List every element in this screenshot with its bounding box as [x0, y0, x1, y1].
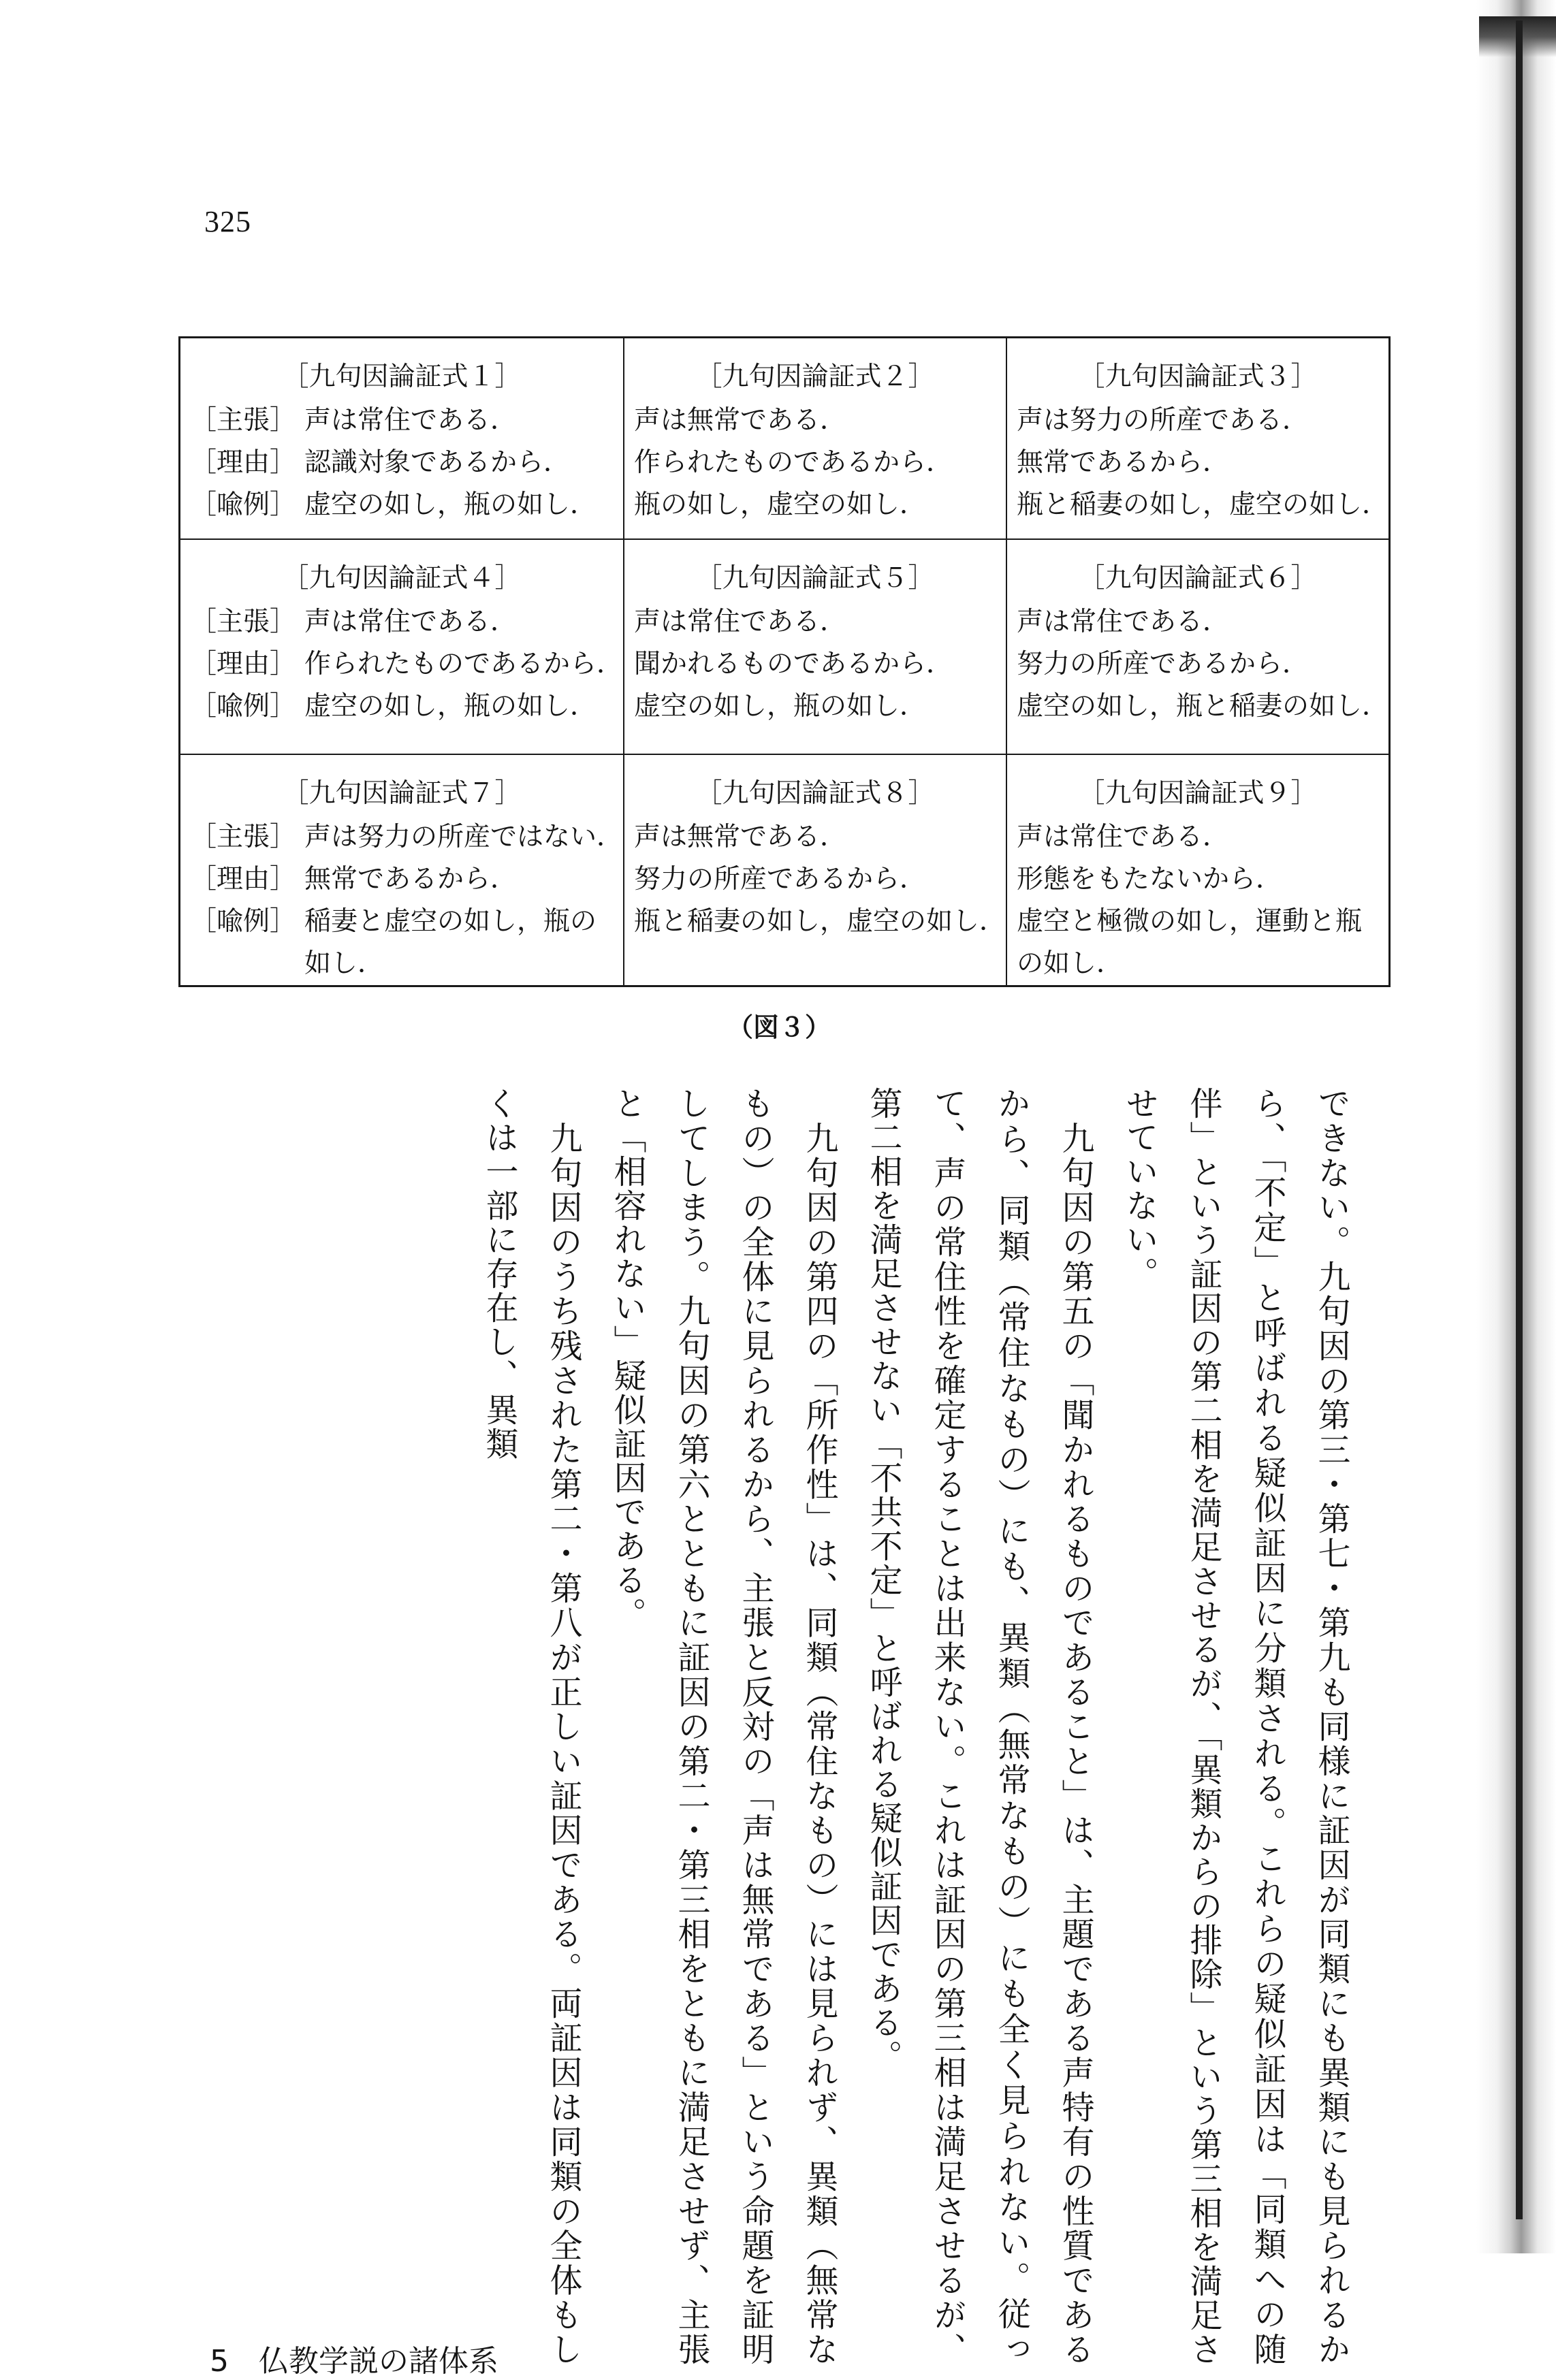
section-footer: 5 仏教学説の諸体系: [210, 2344, 498, 2379]
argument-line: [1017, 686, 1388, 728]
argument-text: 聞かれるものであるから．: [634, 648, 953, 679]
argument-line: [1017, 858, 1388, 901]
argument-line: [190, 484, 623, 526]
argument-cell: [1006, 338, 1390, 539]
argument-tag: ［主張］: [190, 606, 297, 637]
argument-text: 声は努力の所産である．: [1017, 405, 1309, 436]
argument-title: ［九句因論証式３］: [1078, 361, 1318, 392]
table-row: [180, 539, 1390, 754]
argument-line: [634, 901, 1006, 943]
argument-line: [634, 643, 1006, 686]
body-paragraph: 九句因の第四の「所作性」は、同類（常住なもの）には見られず、異類（無常なもの）の全体に見られるから、主張と反対の「声は無常である」という命題を証明してしまう。九句因の第六とともに証因の第二・第三相をともに満足させず、主張と「相容れない」疑似証因である。: [608, 1087, 838, 2366]
argument-text: 声は無常である．: [634, 405, 847, 436]
body-paragraph: 九句因のうち残された第二・第八が正しい証因である。両証因は同類の全体もしくは一部に存在し、異類: [480, 1087, 582, 2366]
argument-tag: ［喩例］: [190, 690, 297, 722]
argument-tag: ［喩例］: [190, 489, 297, 520]
argument-line: [190, 643, 623, 686]
argument-cell: [624, 754, 1006, 986]
argument-text: 認識対象であるから．: [304, 447, 571, 478]
argument-line: [1017, 601, 1388, 643]
argument-cell: [180, 539, 624, 754]
argument-cell: [624, 338, 1006, 539]
argument-line: [1017, 643, 1388, 686]
argument-line: [190, 400, 623, 442]
argument-text: 稲妻と虚空の如し，瓶の: [304, 905, 597, 937]
argument-text: 声は常住である．: [634, 606, 847, 637]
argument-line: [634, 484, 1006, 526]
argument-cell: [1006, 539, 1390, 754]
argument-line: [190, 442, 623, 484]
argument-text: 努力の所産であるから．: [634, 863, 927, 895]
argument-text: 声は常住である．: [304, 405, 518, 436]
argument-line: [1017, 816, 1388, 858]
argument-line: [190, 601, 623, 643]
argument-text: 如し．: [304, 948, 385, 979]
argument-tag: ［主張］: [190, 821, 297, 852]
argument-tag: ［理由］: [190, 648, 297, 679]
page-number: 325: [204, 205, 251, 238]
argument-text: 無常であるから．: [304, 863, 518, 895]
argument-line: [634, 858, 1006, 901]
argument-cell: [1006, 754, 1390, 986]
argument-line: [1017, 901, 1388, 943]
argument-text: 虚空の如し，瓶の如し．: [304, 690, 597, 722]
argument-text: 声は無常である．: [634, 821, 847, 852]
argument-cell: [180, 338, 624, 539]
body-paragraph: できない。九句因の第三・第七・第九も同様に証因が同類にも異類にも見られるから、「不定」と呼ばれる疑似証因に分類される。これらの疑似証因は「同類への随伴」という証因の第二相を満足させるが、「異類からの排除」という第三相を満足させていない。: [1120, 1087, 1350, 2366]
argument-text: 形態をもたないから．: [1017, 863, 1283, 895]
argument-text: の如し．: [1017, 948, 1124, 979]
argument-title: ［九句因論証式５］: [695, 562, 935, 594]
argument-cell: [180, 754, 624, 986]
argument-title: ［九句因論証式４］: [282, 562, 522, 594]
argument-text: 声は常住である．: [1017, 821, 1230, 852]
argument-line: [190, 816, 623, 858]
argument-text: 作られたものであるから．: [634, 447, 953, 478]
book-spine-line: [1516, 20, 1523, 2219]
argument-text: 声は常住である．: [1017, 606, 1230, 637]
argument-text: 虚空と極微の如し，運動と瓶: [1017, 905, 1363, 937]
argument-text: 瓶と稲妻の如し，虚空の如し．: [634, 905, 1006, 937]
argument-title: ［九句因論証式７］: [282, 777, 522, 809]
argument-line: [190, 686, 623, 728]
argument-line: [634, 400, 1006, 442]
argument-line: [634, 816, 1006, 858]
argument-line: [1017, 484, 1388, 526]
argument-line: [1017, 400, 1388, 442]
argument-tag: ［理由］: [190, 863, 297, 895]
argument-tag: ［理由］: [190, 447, 297, 478]
argument-text: 瓶と稲妻の如し，虚空の如し．: [1017, 489, 1389, 520]
argument-line: [634, 442, 1006, 484]
argument-title: ［九句因論証式２］: [695, 361, 935, 392]
argument-text: 作られたものであるから．: [304, 648, 624, 679]
argument-tag: ［主張］: [190, 405, 297, 436]
argument-line: [1017, 943, 1388, 985]
argument-tag: ［喩例］: [190, 905, 297, 937]
argument-title: ［九句因論証式６］: [1078, 562, 1318, 594]
argument-line: [190, 901, 623, 943]
argument-text: 虚空の如し，瓶と稲妻の如し．: [1017, 690, 1389, 722]
argument-text: 声は常住である．: [304, 606, 518, 637]
argument-text: 努力の所産であるから．: [1017, 648, 1309, 679]
argument-text: 声は努力の所産ではない．: [304, 821, 624, 852]
argument-text: 瓶の如し，虚空の如し．: [634, 489, 927, 520]
argument-text: 虚空の如し，瓶の如し．: [304, 489, 597, 520]
argument-title: ［九句因論証式９］: [1078, 777, 1318, 809]
table-row: [180, 754, 1390, 986]
argument-text: 無常であるから．: [1017, 447, 1230, 478]
argument-line: [190, 858, 623, 901]
argument-cell: [624, 539, 1006, 754]
body-paragraph: 九句因の第五の「聞かれるものであること」は、主題である声特有の性質であるから、同類（常住なもの）にも、異類（無常なもの）にも全く見られない。従って、声の常住性を確定することは出来ない。これは証因の第三相は満足させるが、第二相を満足させない「不共不定」と呼ばれる疑似証因である。: [864, 1087, 1094, 2366]
figure-caption: （図３）: [727, 1012, 831, 1042]
table-row: [180, 338, 1390, 539]
body-text: [178, 1087, 1363, 2366]
argument-line: [634, 686, 1006, 728]
argument-title: ［九句因論証式８］: [695, 777, 935, 809]
argument-title: ［九句因論証式１］: [282, 361, 522, 392]
argument-line: [634, 601, 1006, 643]
argument-text: 虚空の如し，瓶の如し．: [634, 690, 927, 722]
nine-reasons-table: [178, 336, 1391, 987]
argument-line: [1017, 442, 1388, 484]
argument-line: [190, 943, 623, 985]
